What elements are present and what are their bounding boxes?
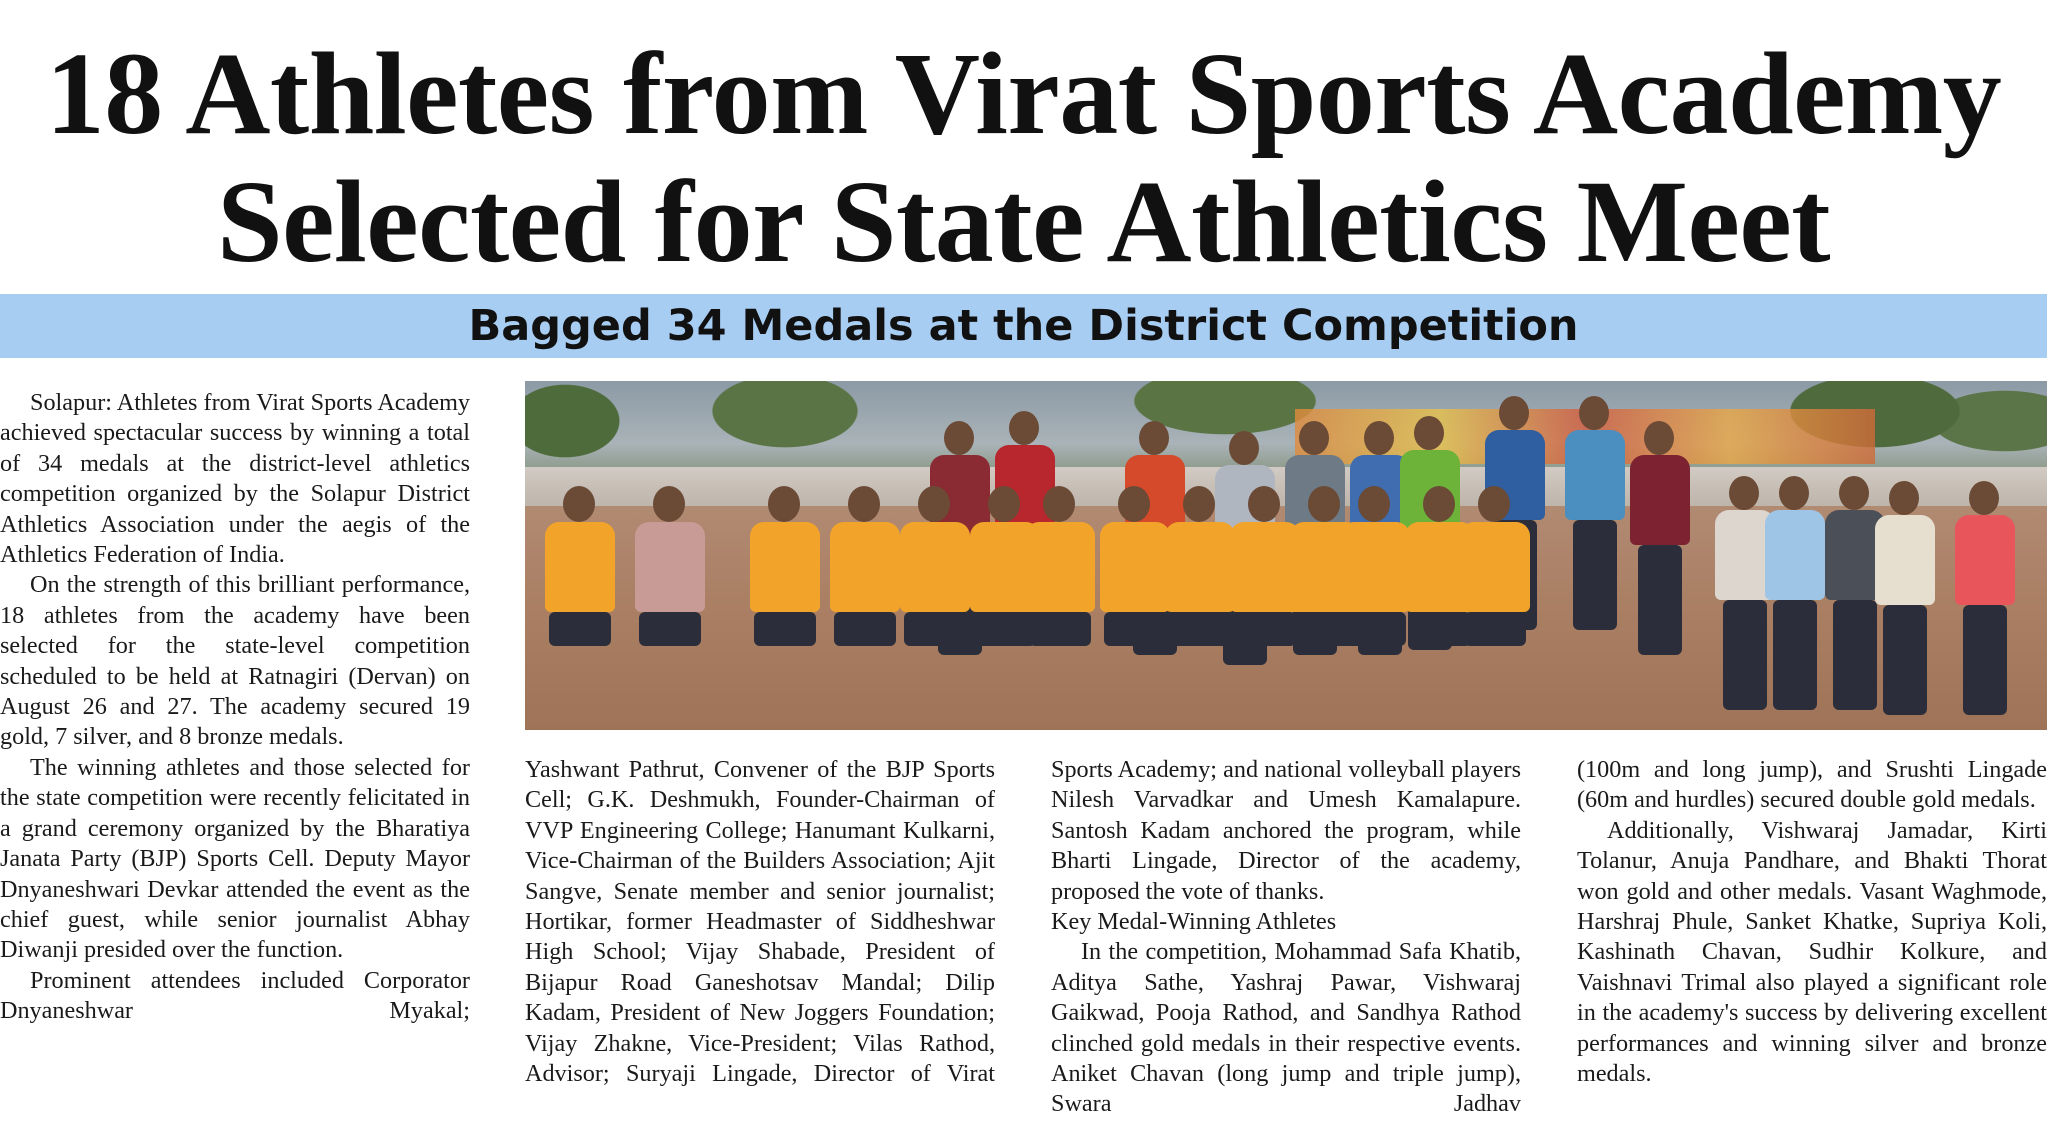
paragraph: In the competition, Mohammad Safa Khatib, Aditya Sathe, Yashraj Pawar, Vishwaraj Gaikwad, Pooja Rathod, and Sandhya Rathod clinched gold medals in their respective events. Aniket Chavan (long jump and triple jump), Swara Jadhav <box>1051 938 1521 1118</box>
subheadline: Bagged 34 Medals at the District Competition <box>468 301 1579 351</box>
headline-line-2: Selected for State Athletics Meet <box>216 156 1831 287</box>
article-column-4 <box>1577 755 2047 1089</box>
article-column-3 <box>1051 755 1521 1120</box>
paragraph: Solapur: Athletes from Virat Sports Academy achieved spectacular success by winning a total of 34 medals at the district-level athletics competition organized by the Solapur District Athletics Association under the aegis of the Athletics Federation of India. <box>0 389 470 569</box>
paragraph: Sports Academy; and national volleyball players Nilesh Varvadkar and Umesh Kamalapure. Santosh Kadam anchored the program, while Bharti Lingade, Director of the academy, proposed the vote of thanks. <box>1051 756 1521 905</box>
paragraph: Additionally, Vishwaraj Jamadar, Kirti Tolanur, Anuja Pandhare, and Bhakti Thorat won gold and other medals. Vasant Waghmode, Harshraj Phule, Sanket Khatke, Supriya Koli, Kashinath Chavan, Sudhir Kolkure, and Vaishnavi Trimal also played a significant role in the academy's success by delivering excellent performances and winning silver and bronze medals. <box>1577 816 2047 1088</box>
headline-line-1: 18 Athletes from Virat Sports Academy <box>45 28 2002 159</box>
paragraph: Yashwant Pathrut, Convener of the BJP Sports Cell; G.K. Deshmukh, Founder-Chairman of VVP Engineering College; Hanumant Kulkarni, Vice-Chairman of the Builders Association; Ajit Sangve, Senate member and senior journalist; Hortikar, former Headmaster of Siddheshwar High School; Vijay Shabade, President of Bijapur Road Ganeshotsav Mandal; Dilip Kadam, President of New Joggers Foundation; Vijay Zhakne, Vice-President; Vilas Rathod, Advisor; Suryaji Lingade, Director of Virat <box>525 756 995 1088</box>
paragraph: The winning athletes and those selected for the state competition were recently felicitated in a grand ceremony organized by the Bharatiya Janata Party (BJP) Sports Cell. Deputy Mayor Dnyaneshwari Devkar attended the event as the chief guest, while senior journalist Abhay Diwanji presided over the function. <box>0 753 470 964</box>
article-column-2 <box>525 755 995 1089</box>
paragraph: On the strength of this brilliant performance, 18 athletes from the academy have been selected for the state-level competition scheduled to be held at Ratnagiri (Dervan) on August 26 and 27. The academy secured 19 gold, 7 silver, and 8 bronze medals. <box>0 571 470 751</box>
group-photo <box>525 381 2047 730</box>
headline <box>0 30 2047 286</box>
paragraph: (100m and long jump), and Srushti Lingade (60m and hurdles) secured double gold medals. <box>1577 756 2047 814</box>
paragraph: Prominent attendees included Corporator Dnyaneshwar Myakal; <box>0 966 470 1025</box>
subheading: Key Medal-Winning Athletes <box>1051 908 1337 936</box>
article-column-1 <box>0 388 470 1027</box>
